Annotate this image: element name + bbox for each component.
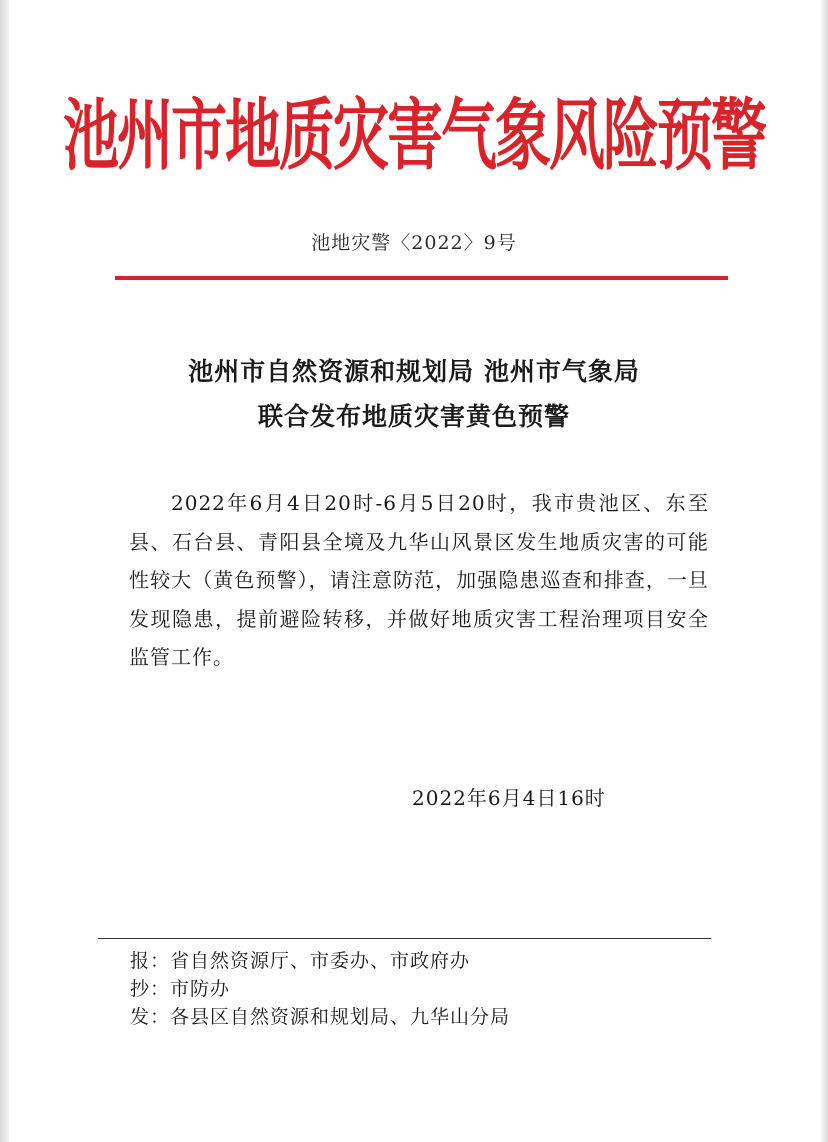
distribution-send-to: 发：各县区自然资源和规划局、九华山分局 [130, 1006, 511, 1028]
issue-date: 2022年6月4日16时 [412, 786, 606, 810]
red-divider-rule [115, 276, 728, 280]
distribution-divider-rule [98, 938, 711, 939]
masthead-title: 池州市地质灾害气象风险预警 [63, 90, 765, 182]
page-edge-left [0, 0, 9, 1142]
warning-body-paragraph: 2022年6月4日20时-6月5日20时，我市贵池区、东至县、石台县、青阳县全境及九华山风景区发生地质灾害的可能性较大（黄色预警），请注意防范，加强隐患巡查和排查，一旦发现隐患，提前避险转移，并做好地质灾害工程治理项目安全监管工作。 [129, 491, 709, 669]
distribution-report-to: 报：省自然资源厅、市委办、市政府办 [130, 950, 471, 972]
page-edge-right [821, 0, 828, 1142]
document-title-line-1: 池州市自然资源和规划局 池州市气象局 [188, 357, 640, 386]
document-title-line-2: 联合发布地质灾害黄色预警 [257, 402, 570, 431]
document-number: 池地灾警〈2022〉9号 [311, 232, 517, 254]
distribution-copy-to: 抄：市防办 [130, 978, 231, 1000]
